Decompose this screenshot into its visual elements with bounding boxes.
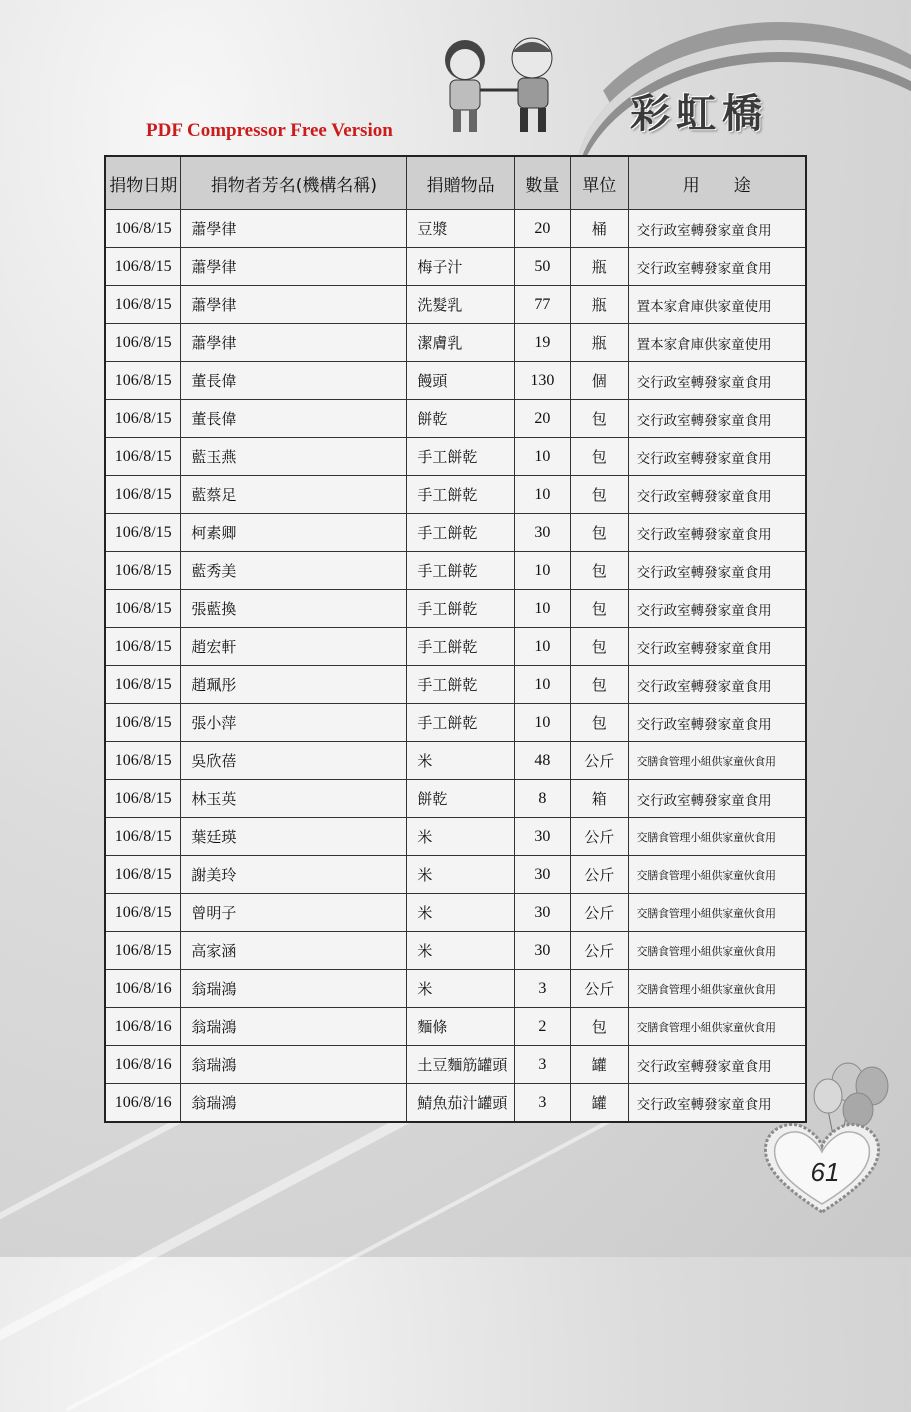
item-cell: 手工餅乾 [407,476,515,514]
unit-cell: 包 [570,438,628,476]
item-cell: 豆漿 [407,210,515,248]
quantity-cell: 3 [514,1084,570,1123]
item-cell: 洗髮乳 [407,286,515,324]
item-cell: 米 [407,818,515,856]
donor-cell: 曾明子 [181,894,407,932]
quantity-cell: 30 [514,932,570,970]
donor-cell: 趙珮彤 [181,666,407,704]
date-cell: 106/8/15 [105,248,181,286]
donor-cell: 張藍換 [181,590,407,628]
column-header-donor: 捐物者芳名(機構名稱) [181,156,407,210]
table-row [105,1046,806,1084]
unit-cell: 公斤 [570,742,628,780]
unit-cell: 包 [570,666,628,704]
date-cell: 106/8/15 [105,818,181,856]
date-cell: 106/8/15 [105,476,181,514]
date-cell: 106/8/15 [105,780,181,818]
quantity-cell: 10 [514,628,570,666]
item-cell: 潔膚乳 [407,324,515,362]
item-cell: 手工餅乾 [407,628,515,666]
date-cell: 106/8/16 [105,1008,181,1046]
quantity-cell: 20 [514,210,570,248]
quantity-cell: 30 [514,514,570,552]
item-cell: 手工餅乾 [407,590,515,628]
donor-cell: 趙宏軒 [181,628,407,666]
purpose-cell: 交行政室轉發家童食用 [628,1046,806,1084]
date-cell: 106/8/16 [105,1046,181,1084]
date-cell: 106/8/15 [105,628,181,666]
date-cell: 106/8/15 [105,856,181,894]
table-row [105,590,806,628]
purpose-cell: 交行政室轉發家童食用 [628,780,806,818]
unit-cell: 瓶 [570,248,628,286]
unit-cell: 包 [570,704,628,742]
purpose-cell: 交膳食管理小組供家童伙食用 [628,1008,806,1046]
quantity-cell: 3 [514,1046,570,1084]
column-header-quantity: 數量 [514,156,570,210]
table-row [105,742,806,780]
purpose-cell: 交膳食管理小組供家童伙食用 [628,742,806,780]
donor-cell: 董長偉 [181,362,407,400]
date-cell: 106/8/15 [105,438,181,476]
purpose-cell: 交行政室轉發家童食用 [628,552,806,590]
table-row [105,438,806,476]
unit-cell: 包 [570,628,628,666]
donor-cell: 藍蔡足 [181,476,407,514]
unit-cell: 包 [570,400,628,438]
purpose-cell: 交行政室轉發家童食用 [628,666,806,704]
donor-cell: 蕭學律 [181,248,407,286]
item-cell: 梅子汁 [407,248,515,286]
table-row [105,628,806,666]
donor-cell: 藍秀美 [181,552,407,590]
quantity-cell: 10 [514,552,570,590]
purpose-cell: 交膳食管理小組供家童伙食用 [628,856,806,894]
table-row [105,666,806,704]
donor-cell: 張小萍 [181,704,407,742]
item-cell: 米 [407,742,515,780]
column-header-item: 捐贈物品 [407,156,515,210]
unit-cell: 瓶 [570,286,628,324]
item-cell: 鯖魚茄汁罐頭 [407,1084,515,1123]
item-cell: 手工餅乾 [407,666,515,704]
donor-cell: 翁瑞鴻 [181,970,407,1008]
unit-cell: 包 [570,514,628,552]
quantity-cell: 77 [514,286,570,324]
date-cell: 106/8/15 [105,286,181,324]
quantity-cell: 48 [514,742,570,780]
date-cell: 106/8/15 [105,590,181,628]
quantity-cell: 30 [514,894,570,932]
unit-cell: 個 [570,362,628,400]
donor-cell: 翁瑞鴻 [181,1008,407,1046]
donor-cell: 葉廷瑛 [181,818,407,856]
item-cell: 米 [407,856,515,894]
table-row [105,324,806,362]
donor-cell: 藍玉燕 [181,438,407,476]
purpose-cell: 交行政室轉發家童食用 [628,248,806,286]
item-cell: 餅乾 [407,780,515,818]
unit-cell: 箱 [570,780,628,818]
column-header-unit: 單位 [570,156,628,210]
donor-cell: 蕭學律 [181,324,407,362]
donor-cell: 林玉英 [181,780,407,818]
item-cell: 饅頭 [407,362,515,400]
date-cell: 106/8/15 [105,932,181,970]
unit-cell: 包 [570,1008,628,1046]
purpose-cell: 交行政室轉發家童食用 [628,438,806,476]
table-row [105,970,806,1008]
table-row [105,894,806,932]
purpose-cell: 交行政室轉發家童食用 [628,362,806,400]
item-cell: 米 [407,970,515,1008]
quantity-cell: 30 [514,856,570,894]
quantity-cell: 50 [514,248,570,286]
purpose-cell: 交行政室轉發家童食用 [628,400,806,438]
table-row [105,780,806,818]
table-row [105,248,806,286]
purpose-cell: 交行政室轉發家童食用 [628,628,806,666]
date-cell: 106/8/16 [105,970,181,1008]
unit-cell: 公斤 [570,894,628,932]
purpose-cell: 交行政室轉發家童食用 [628,704,806,742]
quantity-cell: 30 [514,818,570,856]
page-number: 61 [810,1157,840,1187]
item-cell: 麵條 [407,1008,515,1046]
table-row [105,932,806,970]
donor-cell: 吳欣蓓 [181,742,407,780]
purpose-cell: 交膳食管理小組供家童伙食用 [628,932,806,970]
item-cell: 手工餅乾 [407,514,515,552]
unit-cell: 公斤 [570,970,628,1008]
unit-cell: 桶 [570,210,628,248]
item-cell: 土豆麵筋罐頭 [407,1046,515,1084]
date-cell: 106/8/15 [105,704,181,742]
purpose-cell: 交膳食管理小組供家童伙食用 [628,818,806,856]
table-row [105,552,806,590]
donor-cell: 蕭學律 [181,210,407,248]
unit-cell: 公斤 [570,932,628,970]
table-row [105,704,806,742]
column-header-purpose: 用 途 [628,156,806,210]
purpose-cell: 置本家倉庫供家童使用 [628,324,806,362]
donor-cell: 翁瑞鴻 [181,1084,407,1123]
quantity-cell: 130 [514,362,570,400]
donor-cell: 柯素卿 [181,514,407,552]
quantity-cell: 10 [514,476,570,514]
purpose-cell: 交行政室轉發家童食用 [628,476,806,514]
date-cell: 106/8/15 [105,514,181,552]
donor-cell: 蕭學律 [181,286,407,324]
date-cell: 106/8/15 [105,324,181,362]
item-cell: 手工餅乾 [407,704,515,742]
date-cell: 106/8/15 [105,894,181,932]
unit-cell: 罐 [570,1046,628,1084]
purpose-cell: 置本家倉庫供家童使用 [628,286,806,324]
unit-cell: 公斤 [570,856,628,894]
date-cell: 106/8/15 [105,742,181,780]
table-row [105,1008,806,1046]
purpose-cell: 交行政室轉發家童食用 [628,514,806,552]
unit-cell: 公斤 [570,818,628,856]
date-cell: 106/8/15 [105,400,181,438]
children-illustration [420,30,580,140]
donation-table [104,155,807,1123]
quantity-cell: 19 [514,324,570,362]
unit-cell: 包 [570,590,628,628]
table-row [105,286,806,324]
item-cell: 手工餅乾 [407,438,515,476]
column-header-date: 捐物日期 [105,156,181,210]
date-cell: 106/8/15 [105,210,181,248]
donor-cell: 翁瑞鴻 [181,1046,407,1084]
donor-cell: 董長偉 [181,400,407,438]
purpose-cell: 交膳食管理小組供家童伙食用 [628,894,806,932]
purpose-cell: 交膳食管理小組供家童伙食用 [628,970,806,1008]
unit-cell: 罐 [570,1084,628,1123]
table-row [105,476,806,514]
quantity-cell: 10 [514,590,570,628]
brand-title: 彩虹橋 [630,90,768,137]
purpose-cell: 交行政室轉發家童食用 [628,590,806,628]
quantity-cell: 8 [514,780,570,818]
table-row [105,210,806,248]
item-cell: 米 [407,894,515,932]
item-cell: 米 [407,932,515,970]
purpose-cell: 交行政室轉發家童食用 [628,1084,806,1123]
date-cell: 106/8/16 [105,1084,181,1123]
unit-cell: 瓶 [570,324,628,362]
pdf-watermark: PDF Compressor Free Version [146,120,393,141]
date-cell: 106/8/15 [105,362,181,400]
donor-cell: 高家涵 [181,932,407,970]
purpose-cell: 交行政室轉發家童食用 [628,210,806,248]
date-cell: 106/8/15 [105,666,181,704]
unit-cell: 包 [570,552,628,590]
table-row [105,818,806,856]
donor-cell: 謝美玲 [181,856,407,894]
quantity-cell: 20 [514,400,570,438]
quantity-cell: 10 [514,704,570,742]
table-row [105,362,806,400]
table-header-row [105,156,806,210]
quantity-cell: 3 [514,970,570,1008]
item-cell: 餅乾 [407,400,515,438]
table-row [105,400,806,438]
table-row [105,1084,806,1123]
quantity-cell: 10 [514,666,570,704]
table-row [105,514,806,552]
item-cell: 手工餅乾 [407,552,515,590]
quantity-cell: 2 [514,1008,570,1046]
quantity-cell: 10 [514,438,570,476]
table-row [105,856,806,894]
date-cell: 106/8/15 [105,552,181,590]
unit-cell: 包 [570,476,628,514]
